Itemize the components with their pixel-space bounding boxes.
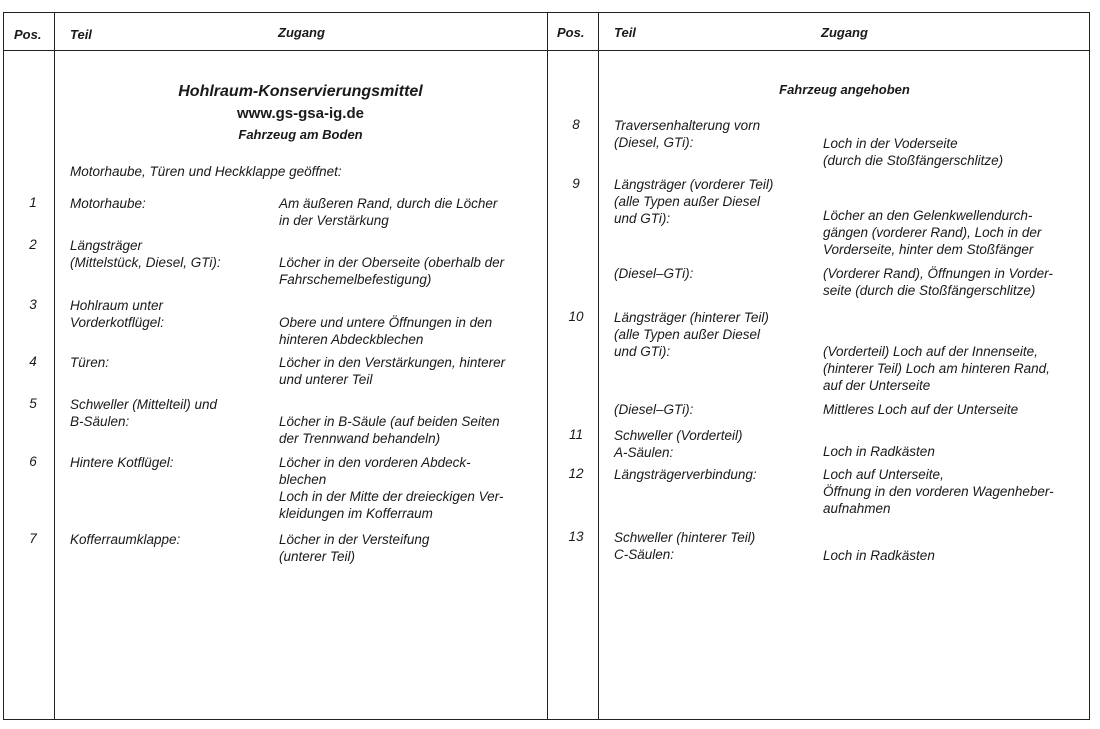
row-zugang: Loch in Radkästen [823,444,935,459]
row-zugang: kleidungen im Kofferraum [279,506,433,521]
row-teil: Motorhaube: [70,196,146,211]
row-zugang: (durch die Stoßfängerschlitze) [823,153,1004,168]
row-teil: Hintere Kotflügel: [70,455,174,470]
row-zugang: (unterer Teil) [279,549,356,564]
row-zugang: (hinterer Teil) Loch am hinteren Rand, [823,361,1050,376]
row-pos: 12 [568,466,584,481]
row-zugang: Loch in der Voderseite [823,136,958,151]
section-title: Hohlraum-Konservierungsmittel [178,83,423,100]
row-teil: (Diesel, GTi): [614,135,694,150]
header-zugang-left: Zugang [278,25,325,40]
website-url: www.gs-gsa-ig.de [237,105,364,122]
row-zugang: auf der Unterseite [823,378,931,393]
row-teil: B-Säulen: [70,414,130,429]
row-zugang: Mittleres Loch auf der Unterseite [823,402,1019,417]
row-teil: Schweller (hinterer Teil) [614,530,756,545]
row-pos: 13 [568,529,584,544]
row-pos: 4 [29,354,37,369]
row-zugang: Löcher in B-Säule (auf beiden Seiten [279,414,500,429]
row-pos: 9 [572,176,580,191]
row-teil: und GTi): [614,344,671,359]
row-pos: 1 [29,195,37,210]
header-pos-right: Pos. [557,25,585,40]
row-teil: Längsträger (vorderer Teil) [614,177,774,192]
row-zugang: blechen [279,472,327,487]
row-zugang: und unterer Teil [279,372,373,387]
row-zugang: seite (durch die Stoßfängerschlitze) [823,283,1036,298]
header-pos-left: Pos. [14,27,42,42]
row-zugang: Löcher in den vorderen Abdeck- [279,455,471,470]
header-teil-right: Teil [614,25,636,40]
row-zugang: hinteren Abdeckblechen [279,332,424,347]
row-teil: Vorderkotflügel: [70,315,165,330]
row-zugang: Löcher in der Oberseite (oberhalb der [279,255,505,270]
column-divider [547,13,548,719]
row-teil: Kofferraumklappe: [70,532,181,547]
row-pos: 3 [29,297,37,312]
row-teil: (Mittelstück, Diesel, GTi): [70,255,221,270]
header-teil-left: Teil [70,27,92,42]
row-zugang: der Trennwand behandeln) [279,431,441,446]
row-teil: (alle Typen außer Diesel [614,327,761,342]
row-teil: C-Säulen: [614,547,675,562]
row-zugang: (Vorderteil) Loch auf der Innenseite, [823,344,1038,359]
section-subtitle: Fahrzeug am Boden [238,127,363,142]
row-teil: A-Säulen: [614,445,674,460]
row-pos: 11 [568,427,583,442]
row-teil: Längsträger (hinterer Teil) [614,310,769,325]
intro-text: Motorhaube, Türen und Heckklappe geöffnet: [70,164,342,179]
row-teil: Hohlraum unter [70,298,164,313]
row-pos: 5 [29,396,37,411]
row-zugang: Löcher in der Versteifung [279,532,430,547]
row-teil: Traversenhalterung vorn [614,118,761,133]
row-teil: Schweller (Vorderteil) [614,428,743,443]
row-teil: Türen: [70,355,110,370]
row-pos: 8 [572,117,580,132]
row-zugang: Fahrschemelbefestigung) [279,272,432,287]
row-teil: (Diesel–GTi): [614,402,694,417]
row-pos: 2 [29,237,37,252]
row-pos: 10 [568,309,584,324]
row-zugang: Öffnung in den vorderen Wagenheber- [823,484,1054,499]
row-zugang: Loch in Radkästen [823,548,935,563]
row-teil: (Diesel–GTi): [614,266,694,281]
row-teil: Längsträger [70,238,143,253]
row-teil: (alle Typen außer Diesel [614,194,761,209]
row-teil: Schweller (Mittelteil) und [70,397,218,412]
column-divider [598,13,599,719]
row-zugang: Löcher in den Verstärkungen, hinterer [279,355,506,370]
row-teil: und GTi): [614,211,671,226]
header-zugang-right: Zugang [821,25,868,40]
row-zugang: in der Verstärkung [279,213,389,228]
row-zugang: Löcher an den Gelenkwellendurch- [823,208,1033,223]
row-zugang: Loch in der Mitte der dreieckigen Ver- [279,489,504,504]
row-zugang: Vorderseite, hinter dem Stoßfänger [823,242,1034,257]
row-pos: 7 [29,531,37,546]
row-zugang: Loch auf Unterseite, [823,467,944,482]
table-frame [3,12,1090,720]
row-teil: Längsträgerverbindung: [614,467,757,482]
section-title-right: Fahrzeug angehoben [779,82,910,97]
row-zugang: Obere und untere Öffnungen in den [279,315,493,330]
row-zugang: aufnahmen [823,501,891,516]
row-pos: 6 [29,454,37,469]
row-zugang: gängen (vorderer Rand), Loch in der [823,225,1042,240]
row-zugang: Am äußeren Rand, durch die Löcher [279,196,498,211]
row-zugang: (Vorderer Rand), Öffnungen in Vorder- [823,266,1053,281]
